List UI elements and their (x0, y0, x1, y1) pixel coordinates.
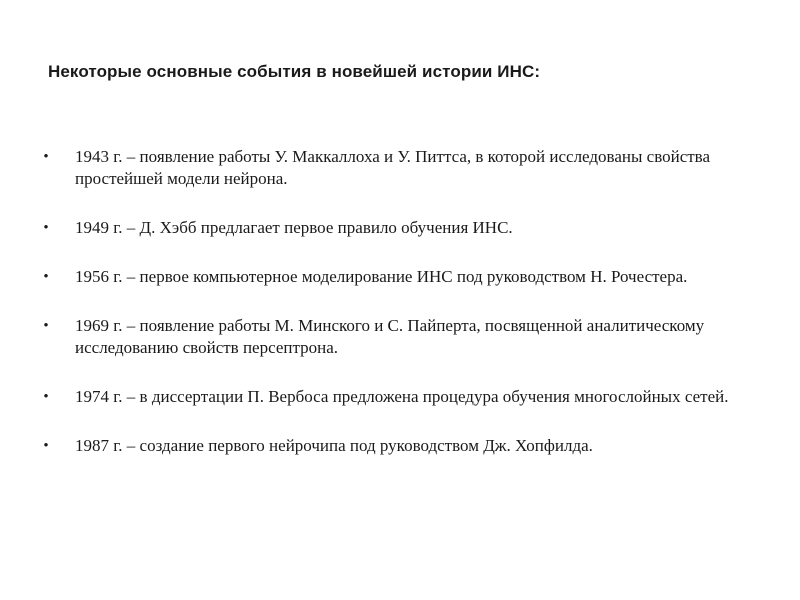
event-text: 1943 г. – появление работы У. Маккаллоха и У. Питтса, в которой исследованы свойства простейшей модели нейрона. (75, 147, 711, 188)
bullet-icon: • (43, 269, 49, 285)
list-item (40, 315, 740, 359)
list-item (40, 435, 740, 457)
event-text: 1956 г. – первое компьютерное моделирование ИНС под руководством Н. Рочестера. (75, 267, 688, 286)
event-list (40, 146, 740, 484)
event-text: 1974 г. – в диссертации П. Вербоса предложена процедура обучения многослойных сетей. (75, 387, 729, 406)
bullet-icon: • (43, 149, 49, 165)
list-item (40, 217, 740, 239)
event-text: 1987 г. – создание первого нейрочипа под руководством Дж. Хопфилда. (75, 436, 593, 455)
slide-title: Некоторые основные события в новейшей истории ИНС: (48, 62, 541, 81)
bullet-icon: • (43, 389, 49, 405)
event-text: 1969 г. – появление работы М. Минского и С. Пайперта, посвященной аналитическому исследованию свойств персептрона. (75, 316, 705, 357)
list-item (40, 386, 740, 408)
list-item (40, 146, 740, 190)
bullet-icon: • (43, 438, 49, 454)
list-item (40, 266, 740, 288)
bullet-icon: • (43, 318, 49, 334)
event-text: 1949 г. – Д. Хэбб предлагает первое правило обучения ИНС. (75, 218, 513, 237)
bullet-icon: • (43, 220, 49, 236)
